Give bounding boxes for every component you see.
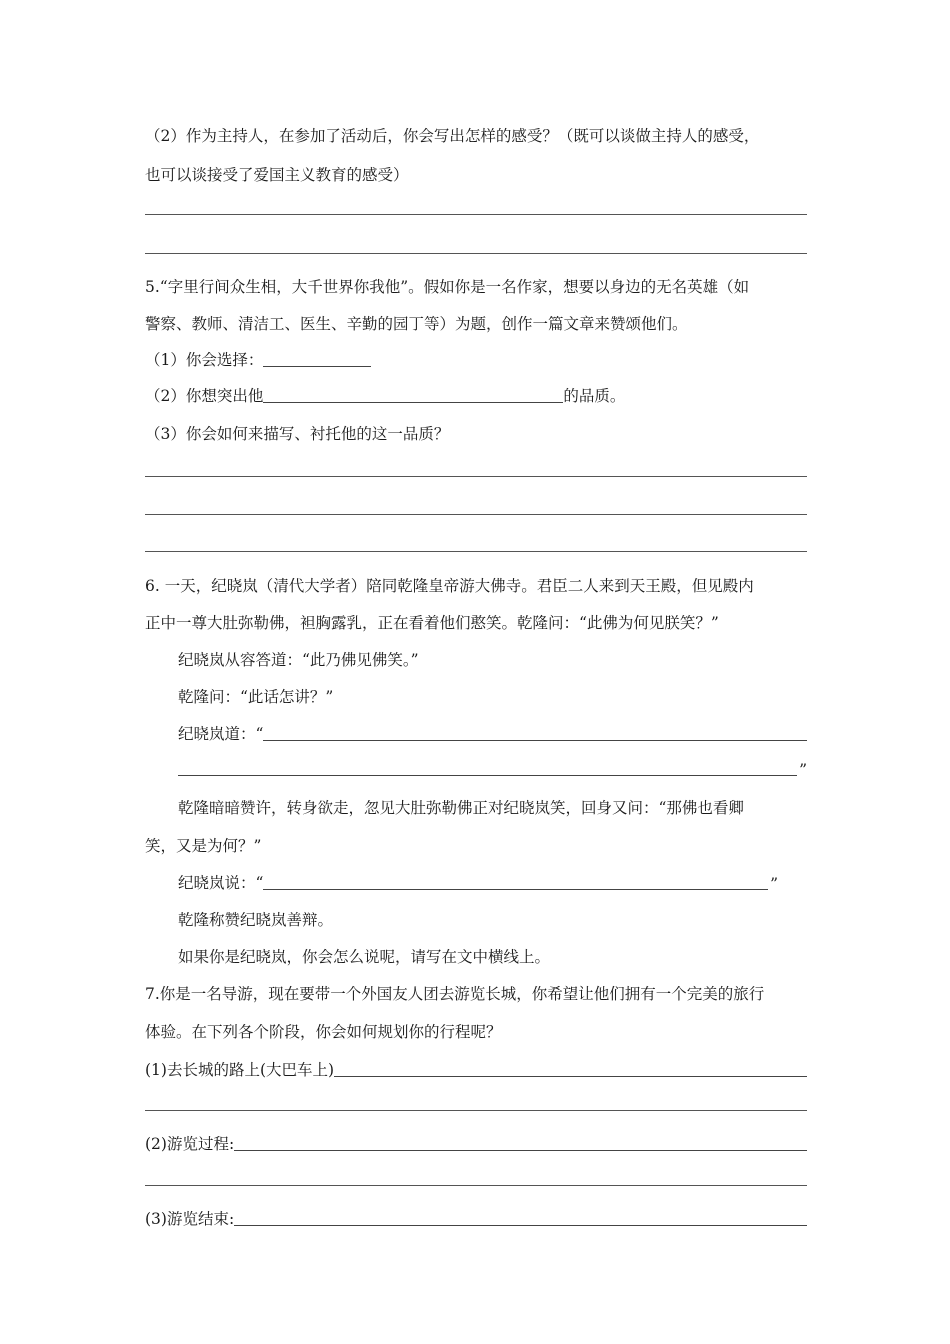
close-quote: ” — [799, 761, 807, 779]
q7-part1-row — [145, 1058, 807, 1080]
q7-part3-label: (3)游览结束: — [145, 1210, 235, 1228]
q6-line2: 正中一尊大肚弥勒佛，袒胸露乳，正在看着他们憨笑。乾隆问：“此佛为何见朕笑？” — [145, 614, 719, 632]
q7-part3-row — [145, 1207, 807, 1229]
q6-line8: 纪晓岚说：“ — [178, 874, 264, 892]
q5-part2-label: （2）你想突出他 — [145, 387, 264, 405]
q6-line3: 纪晓岚从容答道：“此乃佛见佛笑。” — [178, 651, 419, 669]
q6-line1: 6. 一天，纪晓岚（清代大学者）陪同乾隆皇帝游大佛寺。君臣二人来到天王殿，但见殿内 — [145, 577, 754, 595]
answer-line[interactable] — [145, 214, 807, 215]
q6-answer2-row — [178, 871, 778, 893]
answer-blank[interactable] — [263, 888, 768, 890]
answer-blank[interactable] — [234, 1224, 807, 1226]
answer-line[interactable] — [145, 514, 807, 515]
q6-line4: 乾隆问：“此话怎讲？” — [178, 688, 334, 706]
q7-part2-row — [145, 1132, 807, 1154]
q5-part2-row — [145, 384, 625, 406]
answer-blank[interactable] — [334, 1075, 807, 1077]
q4-part2-line2: 也可以谈接受了爱国主义教育的感受） — [145, 166, 409, 184]
answer-line[interactable] — [145, 1185, 807, 1186]
q5-line1: 5.“字里行间众生相，大千世界你我他”。假如你是一名作家，想要以身边的无名英雄（如 — [145, 278, 750, 296]
answer-line[interactable] — [145, 476, 807, 477]
q6-line10: 如果你是纪晓岚，你会怎么说呢，请写在文中横线上。 — [178, 948, 551, 966]
q5-part2-suffix: 的品质。 — [563, 387, 626, 405]
q7-part2-label: (2)游览过程: — [145, 1135, 235, 1153]
choice-blank[interactable] — [263, 365, 371, 367]
q7-line1: 7.你是一名导游，现在要带一个外国友人团去游览长城，你希望让他们拥有一个完美的旅行 — [145, 985, 765, 1003]
answer-blank[interactable] — [178, 774, 797, 776]
q5-line2: 警察、教师、清洁工、医生、辛勤的园丁等）为题，创作一篇文章来赞颂他们。 — [145, 315, 688, 333]
answer-blank[interactable] — [263, 739, 807, 741]
q4-part2-line1: （2）作为主持人，在参加了活动后，你会写出怎样的感受？（既可以谈做主持人的感受， — [145, 127, 760, 145]
quality-blank[interactable] — [263, 401, 563, 403]
q5-part1-row — [145, 348, 371, 370]
q7-line2: 体验。在下列各个阶段，你会如何规划你的行程呢？ — [145, 1023, 502, 1041]
answer-line[interactable] — [145, 1110, 807, 1111]
q6-line7: 笑，又是为何？” — [145, 837, 262, 855]
answer-blank[interactable] — [234, 1149, 807, 1151]
q6-line9: 乾隆称赞纪晓岚善辩。 — [178, 911, 334, 929]
close-quote: ” — [770, 875, 778, 893]
q5-part1-label: （1）你会选择： — [145, 351, 264, 369]
q6-answer1-cont-row — [178, 757, 807, 779]
q6-line6: 乾隆暗暗赞许，转身欲走，忽见大肚弥勒佛正对纪晓岚笑，回身又问：“那佛也看卿 — [178, 799, 744, 817]
q7-part1-label: (1)去长城的路上(大巴车上) — [145, 1061, 335, 1079]
q5-part3-label: （3）你会如何来描写、衬托他的这一品质？ — [145, 425, 450, 443]
answer-line[interactable] — [145, 551, 807, 552]
q6-line5: 纪晓岚道：“ — [178, 725, 264, 743]
answer-line[interactable] — [145, 253, 807, 254]
q6-answer1-row — [178, 722, 807, 744]
